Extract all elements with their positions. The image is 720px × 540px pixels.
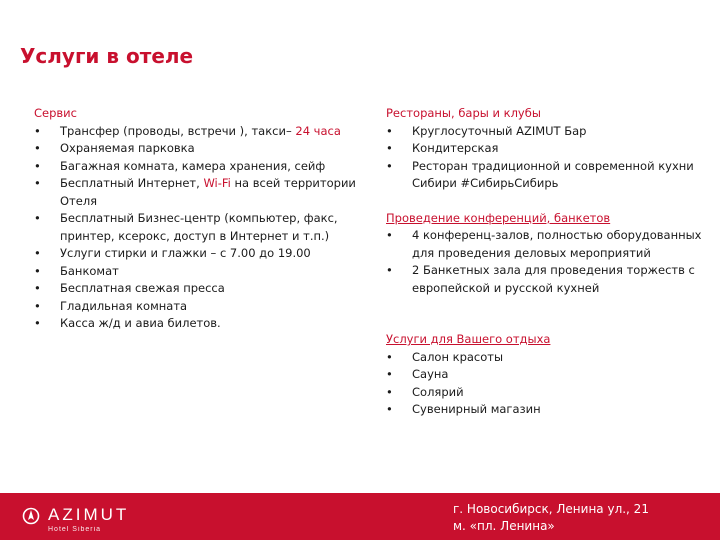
- list-item: • Круглосуточный AZIMUT Бар: [386, 123, 716, 141]
- list-item: • Услуги стирки и глажки – с 7.00 до 19.00: [34, 245, 364, 263]
- leisure-heading: Услуги для Вашего отдыха: [386, 332, 551, 346]
- footer-bar: [0, 493, 720, 540]
- list-item: • Багажная комната, камера хранения, сейф: [34, 158, 364, 176]
- service-list: [34, 123, 364, 333]
- list-item: • Касса ж/д и авиа билетов.: [34, 315, 364, 333]
- metro-line: м. «пл. Ленина»: [453, 519, 555, 533]
- list-item: • Бесплатная свежая пресса: [34, 280, 364, 298]
- conferences-heading: Проведение конференций, банкетов: [386, 210, 611, 225]
- list-item: • 2 Банкетных зала для проведения торжеств с европейской и русской кухней: [386, 262, 716, 297]
- azimut-logo-icon: [22, 507, 40, 525]
- restaurants-list: [386, 123, 716, 193]
- leisure-list: [386, 349, 716, 419]
- list-item: • 4 конференц-залов, полностью оборудованных для проведения деловых мероприятий: [386, 227, 716, 262]
- service-heading: Сервис: [34, 106, 77, 120]
- conferences-list: [386, 227, 716, 297]
- service-section: [34, 105, 364, 333]
- list-item: • Охраняемая парковка: [34, 140, 364, 158]
- logo-wordmark: AZIMUT: [48, 505, 130, 524]
- list-item: • Трансфер (проводы, встречи ), такси– 24 часа: [34, 123, 364, 141]
- address-line: г. Новосибирск, Ленина ул., 21: [453, 502, 649, 516]
- azimut-logo: [22, 505, 132, 535]
- address: [453, 501, 649, 535]
- list-item: • Салон красоты: [386, 349, 716, 367]
- restaurants-heading: Рестораны, бары и клубы: [386, 106, 541, 120]
- list-item: • Сувенирный магазин: [386, 401, 716, 419]
- list-item: • Банкомат: [34, 263, 364, 281]
- list-item: • Гладильная комната: [34, 298, 364, 316]
- right-column: [386, 105, 716, 419]
- logo-subtitle: Hotel Siberia: [48, 526, 102, 533]
- list-item: • Сауна: [386, 366, 716, 384]
- list-item: • Бесплатный Интернет, Wi-Fi на всей территории Отеля: [34, 175, 364, 210]
- page-title: Услуги в отеле: [20, 44, 194, 68]
- list-item: • Ресторан традиционной и современной кухни Сибири #СибирьСибирь: [386, 158, 716, 193]
- list-item: • Бесплатный Бизнес-центр (компьютер, факс, принтер, ксерокс, доступ в Интернет и т.п.): [34, 210, 364, 245]
- list-item: • Кондитерская: [386, 140, 716, 158]
- list-item: • Солярий: [386, 384, 716, 402]
